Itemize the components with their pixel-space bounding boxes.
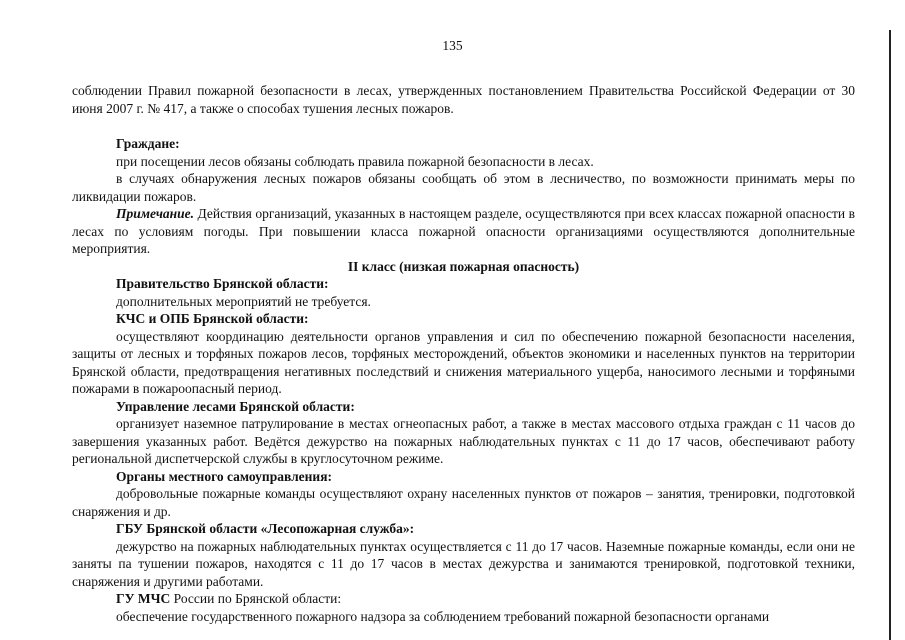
kchs-text: осуществляют координацию деятельности органов управления и сил по обеспечению пожарной безопасности населения, защиты от лесных и торфяных пожаров лесов, торфяных месторождений, объектов экономики и населенных пунктов на территории Брянской области, предотвращения негативных последствий и снижения материального ущерба, наносимого лесными и торфяными пожарами в пожароопасный период. (72, 328, 855, 396)
government-heading: Правительство Брянской области: (116, 276, 329, 291)
page-edge-line (889, 30, 891, 640)
note-paragraph (72, 205, 855, 258)
note-label: Примечание. (116, 206, 195, 221)
citizens-item-2: в случаях обнаружения лесных пожаров обязаны сообщать об этом в лесничество, по возможности принимать меры по ликвидации пожаров. (72, 171, 855, 204)
document-body (72, 82, 855, 625)
government-text: дополнительных мероприятий не требуется. (116, 293, 371, 309)
mchs-heading-rest: России по Брянской области: (170, 591, 342, 606)
mchs-heading (72, 590, 855, 608)
forest-dept-text: организует наземное патрулирование в местах огнеопасных работ, а также в местах массового отдыха граждан с 11 часов до завершения указанных работ. Ведётся дежурство на пожарных наблюдательных пунктах с 11 до 17 часов, обеспечивают работу региональной диспетчерской службы в круглосуточном режиме. (72, 416, 855, 466)
mchs-text: обеспечение государственного пожарного надзора за соблюдением требований пожарной безопасности органами (116, 608, 770, 624)
intro-paragraph: соблюдении Правил пожарной безопасности в лесах, утвержденных постановлением Правительства Российской Федерации от 30 июня 2007 г. № 417, а также о способах тушения лесных пожаров. (72, 83, 855, 116)
page-number: 135 (442, 38, 463, 53)
citizens-item-1: при посещении лесов обязаны соблюдать правила пожарной безопасности в лесах. (116, 153, 594, 169)
note-text: Действия организаций, указанных в настоящем разделе, осуществляются при всех классах пожарной опасности в лесах по условиям погоды. При повышении класса пожарной опасности организациями осуществляются дополнительные мероприятия. (72, 206, 855, 256)
gbu-heading: ГБУ Брянской области «Лесопожарная служба»: (116, 521, 415, 536)
kchs-heading: КЧС и ОПБ Брянской области: (116, 311, 309, 326)
gbu-text: дежурство на пожарных наблюдательных пунктах осуществляется с 11 до 17 часов. Наземные пожарные команды, если они не заняты па тушении пожаров, находятся с 11 до 17 часов в местах дежурства и занимаются тренировкой, подготовкой техники, снаряжения и другими работами. (72, 538, 855, 589)
class-heading: II класс (низкая пожарная опасность) (347, 258, 580, 274)
spacer (72, 117, 855, 135)
mchs-heading-bold: ГУ МЧС (116, 591, 171, 606)
local-gov-text: добровольные пожарные команды осуществляют охрану населенных пунктов от пожаров – занятия, тренировки, подготовкой снаряжения и др. (72, 486, 855, 519)
local-gov-heading: Органы местного самоуправления: (116, 468, 332, 484)
forest-dept-heading: Управление лесами Брянской области: (116, 398, 355, 414)
citizens-heading: Граждане: (116, 136, 180, 151)
